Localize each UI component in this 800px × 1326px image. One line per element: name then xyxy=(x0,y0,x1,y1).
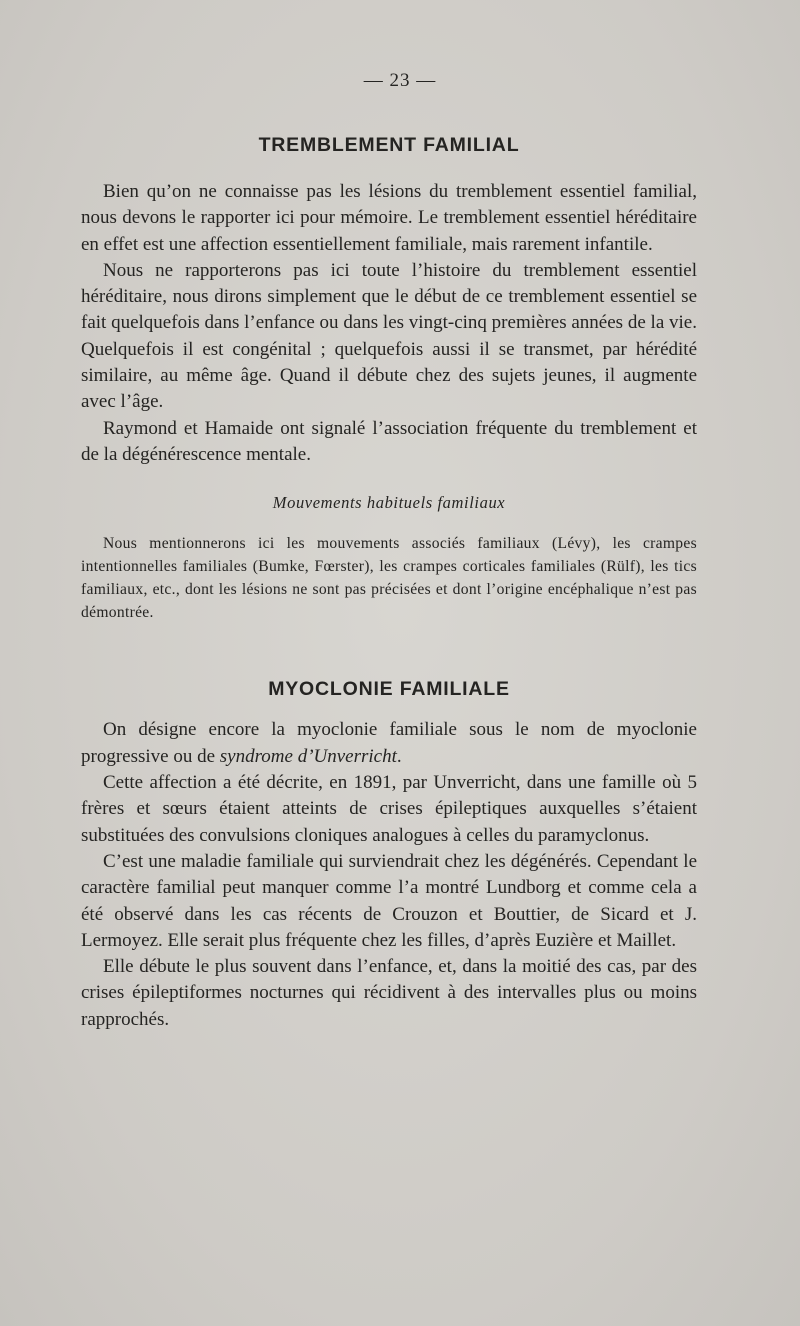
subsection-title-mouvements: Mouvements habituels familiaux xyxy=(272,493,506,513)
text-run: On désigne encore la myoclonie familiale sous le nom de myoclonie progressive ou de xyxy=(81,719,697,767)
paragraph: Cette affection a été décrite, en 1891, par Unverricht, dans une famille où 5 frères et sœurs étaient atteints de crises épileptiques auxquelles s’étaient substituées des convulsions cloniques analogues à celles du paramyclonus. xyxy=(81,772,697,846)
paragraph xyxy=(81,717,697,770)
section-title-myoclonie: MYOCLONIE FAMILIALE xyxy=(268,678,510,701)
paragraph: Raymond et Hamaide ont signalé l’association fréquente du tremblement et de la dégénérescence mentale. xyxy=(81,417,697,465)
paragraph-small: Nous mentionnerons ici les mouvements associés familiaux (Lévy), les crampes intentionnelles familiales (Bumke, Fœrster), les crampes corticales familiales (Rülf), les tics familiaux, etc., dont les lésions ne sont pas précisées et dont l’origine encéphalique n’est pas démontrée. xyxy=(81,535,697,621)
paragraph: Elle débute le plus souvent dans l’enfance, et, dans la moitié des cas, par des crises épileptiformes nocturnes qui récidivent à des intervalles plus ou moins rapprochés. xyxy=(81,956,697,1030)
paragraph: C’est une maladie familiale qui surviendrait chez les dégénérés. Cependant le caractère familial peut manquer comme l’a montré Lundborg et comme cela a été observé dans les cas récents de Crouzon et Bouttier, de Sicard et J. Lermoyez. Elle serait plus fréquente chez les filles, d’après Euzière et Maillet. xyxy=(81,850,697,951)
italic-term: syndrome d’Unverricht xyxy=(219,745,397,767)
paragraph: Bien qu’on ne connaisse pas les lésions du tremblement essentiel familial, nous devons le rapporter ici pour mémoire. Le tremblement essentiel héréditaire en effet est une affection essentiellement familiale, mais rarement infantile. xyxy=(81,181,697,255)
section-title-tremblement: TREMBLEMENT FAMILIAL xyxy=(258,134,520,156)
page-content xyxy=(81,134,697,1033)
text-run: . xyxy=(396,745,402,767)
page-number: — 23 — xyxy=(363,70,437,91)
paragraph: Nous ne rapporterons pas ici toute l’histoire du tremblement essentiel héréditaire, nous dirons simplement que le début de ce tremblement essentiel se fait quelquefois dans l’enfance ou dans les vingt-cinq premières années de la vie. Quelquefois il est congénital ; quelquefois aussi il se transmet, par hérédité similaire, au même âge. Quand il débute chez des sujets jeunes, il augmente avec l’âge. xyxy=(81,259,697,413)
